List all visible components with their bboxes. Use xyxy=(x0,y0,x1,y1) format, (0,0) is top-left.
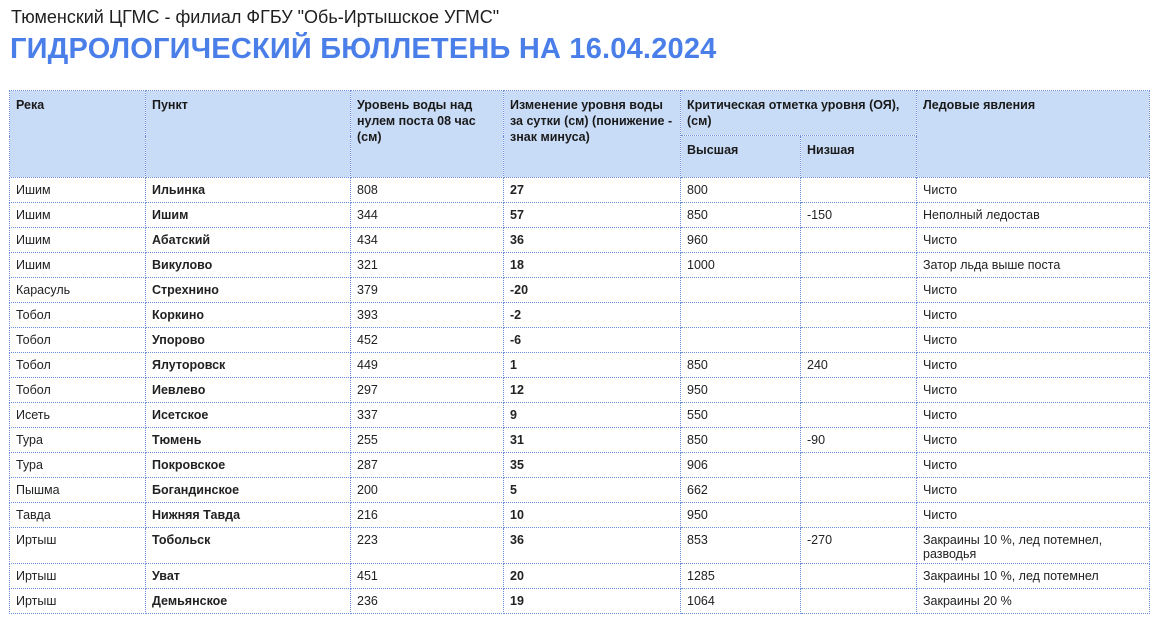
table-row xyxy=(10,328,1150,353)
cell-critical-low xyxy=(801,253,917,278)
table-row xyxy=(10,203,1150,228)
cell-river: Тобол xyxy=(10,328,146,353)
cell-station: Стрехнино xyxy=(146,278,351,303)
cell-ice: Чисто xyxy=(917,378,1150,403)
cell-station: Тобольск xyxy=(146,528,351,564)
cell-critical-high: 1000 xyxy=(681,253,801,278)
cell-critical-low xyxy=(801,328,917,353)
col-level-header: Уровень воды над нулем поста 08 час (см) xyxy=(351,91,504,178)
cell-river: Пышма xyxy=(10,478,146,503)
cell-river: Тобол xyxy=(10,378,146,403)
table-row xyxy=(10,503,1150,528)
cell-critical-low xyxy=(801,178,917,203)
cell-level: 223 xyxy=(351,528,504,564)
cell-river: Ишим xyxy=(10,253,146,278)
cell-critical-low xyxy=(801,564,917,589)
cell-level: 255 xyxy=(351,428,504,453)
cell-ice: Чисто xyxy=(917,228,1150,253)
cell-station: Ялуторовск xyxy=(146,353,351,378)
cell-critical-high: 850 xyxy=(681,203,801,228)
cell-station: Абатский xyxy=(146,228,351,253)
cell-critical-high: 850 xyxy=(681,428,801,453)
cell-critical-high: 1064 xyxy=(681,589,801,614)
cell-station: Викулово xyxy=(146,253,351,278)
cell-change: 1 xyxy=(504,353,681,378)
cell-critical-low xyxy=(801,378,917,403)
cell-change: 36 xyxy=(504,528,681,564)
table-row xyxy=(10,353,1150,378)
cell-critical-high xyxy=(681,278,801,303)
cell-change: 31 xyxy=(504,428,681,453)
cell-critical-low: -90 xyxy=(801,428,917,453)
cell-ice: Чисто xyxy=(917,303,1150,328)
cell-ice: Чисто xyxy=(917,403,1150,428)
cell-critical-high xyxy=(681,328,801,353)
table-row xyxy=(10,253,1150,278)
cell-change: 12 xyxy=(504,378,681,403)
cell-change: 20 xyxy=(504,564,681,589)
cell-level: 216 xyxy=(351,503,504,528)
cell-level: 452 xyxy=(351,328,504,353)
cell-change: 5 xyxy=(504,478,681,503)
cell-river: Карасуль xyxy=(10,278,146,303)
cell-ice: Закраины 20 % xyxy=(917,589,1150,614)
cell-level: 344 xyxy=(351,203,504,228)
bulletin-subtitle: Тюменский ЦГМС - филиал ФГБУ "Обь-Иртышское УГМС" xyxy=(11,7,500,27)
cell-level: 393 xyxy=(351,303,504,328)
cell-change: 27 xyxy=(504,178,681,203)
cell-station: Иевлево xyxy=(146,378,351,403)
cell-critical-high: 853 xyxy=(681,528,801,564)
cell-change: 9 xyxy=(504,403,681,428)
cell-ice: Чисто xyxy=(917,428,1150,453)
cell-station: Коркино xyxy=(146,303,351,328)
cell-ice: Чисто xyxy=(917,453,1150,478)
cell-change: 10 xyxy=(504,503,681,528)
cell-river: Ишим xyxy=(10,178,146,203)
cell-river: Тура xyxy=(10,428,146,453)
cell-ice: Чисто xyxy=(917,353,1150,378)
table-row xyxy=(10,453,1150,478)
cell-ice: Чисто xyxy=(917,503,1150,528)
cell-critical-high: 850 xyxy=(681,353,801,378)
cell-level: 321 xyxy=(351,253,504,278)
cell-change: 57 xyxy=(504,203,681,228)
table-body xyxy=(10,178,1150,614)
cell-critical-low xyxy=(801,589,917,614)
table-row xyxy=(10,178,1150,203)
cell-ice: Неполный ледостав xyxy=(917,203,1150,228)
cell-critical-high: 906 xyxy=(681,453,801,478)
cell-ice: Закраины 10 %, лед потемнел xyxy=(917,564,1150,589)
cell-level: 337 xyxy=(351,403,504,428)
cell-critical-high: 950 xyxy=(681,503,801,528)
cell-critical-high: 800 xyxy=(681,178,801,203)
cell-critical-high xyxy=(681,303,801,328)
cell-change: 35 xyxy=(504,453,681,478)
cell-ice: Затор льда выше поста xyxy=(917,253,1150,278)
cell-station: Упорово xyxy=(146,328,351,353)
cell-critical-low xyxy=(801,303,917,328)
cell-change: -6 xyxy=(504,328,681,353)
cell-level: 297 xyxy=(351,378,504,403)
cell-station: Покровское xyxy=(146,453,351,478)
cell-critical-low xyxy=(801,503,917,528)
cell-river: Ишим xyxy=(10,228,146,253)
table-row xyxy=(10,228,1150,253)
cell-level: 451 xyxy=(351,564,504,589)
col-critical-low-header: Низшая xyxy=(801,136,917,178)
cell-critical-low: -150 xyxy=(801,203,917,228)
cell-critical-low xyxy=(801,228,917,253)
cell-critical-low xyxy=(801,478,917,503)
cell-level: 808 xyxy=(351,178,504,203)
table-row xyxy=(10,403,1150,428)
cell-level: 434 xyxy=(351,228,504,253)
table-header xyxy=(10,91,1150,178)
cell-critical-high: 1285 xyxy=(681,564,801,589)
cell-critical-high: 550 xyxy=(681,403,801,428)
col-critical-header: Критическая отметка уровня (ОЯ), (см) xyxy=(681,91,917,136)
bulletin-title: ГИДРОЛОГИЧЕСКИЙ БЮЛЛЕТЕНЬ НА 16.04.2024 xyxy=(10,33,717,65)
table-row xyxy=(10,589,1150,614)
cell-station: Ишим xyxy=(146,203,351,228)
cell-level: 236 xyxy=(351,589,504,614)
cell-critical-high: 960 xyxy=(681,228,801,253)
cell-station: Демьянское xyxy=(146,589,351,614)
cell-level: 287 xyxy=(351,453,504,478)
cell-ice: Закраины 10 %, лед потемнел, разводья xyxy=(917,528,1150,564)
table-row xyxy=(10,528,1150,564)
cell-change: -2 xyxy=(504,303,681,328)
cell-level: 200 xyxy=(351,478,504,503)
cell-river: Ишим xyxy=(10,203,146,228)
cell-level: 449 xyxy=(351,353,504,378)
cell-station: Нижняя Тавда xyxy=(146,503,351,528)
cell-change: 36 xyxy=(504,228,681,253)
cell-station: Уват xyxy=(146,564,351,589)
cell-change: -20 xyxy=(504,278,681,303)
cell-river: Тобол xyxy=(10,353,146,378)
table-row xyxy=(10,278,1150,303)
col-station-header: Пункт xyxy=(146,91,351,178)
cell-ice: Чисто xyxy=(917,178,1150,203)
cell-change: 18 xyxy=(504,253,681,278)
cell-river: Иртыш xyxy=(10,528,146,564)
table-row xyxy=(10,303,1150,328)
cell-river: Тура xyxy=(10,453,146,478)
cell-river: Исеть xyxy=(10,403,146,428)
cell-station: Ильинка xyxy=(146,178,351,203)
hydrology-table xyxy=(9,90,1150,614)
col-river-header: Река xyxy=(10,91,146,178)
cell-station: Исетское xyxy=(146,403,351,428)
cell-station: Богандинское xyxy=(146,478,351,503)
cell-ice: Чисто xyxy=(917,478,1150,503)
col-ice-header: Ледовые явления xyxy=(917,91,1150,178)
table-row xyxy=(10,478,1150,503)
cell-critical-low xyxy=(801,278,917,303)
cell-river: Тавда xyxy=(10,503,146,528)
cell-station: Тюмень xyxy=(146,428,351,453)
cell-ice: Чисто xyxy=(917,328,1150,353)
cell-critical-low: -270 xyxy=(801,528,917,564)
table-row xyxy=(10,378,1150,403)
cell-level: 379 xyxy=(351,278,504,303)
cell-river: Тобол xyxy=(10,303,146,328)
table-row xyxy=(10,564,1150,589)
cell-critical-high: 950 xyxy=(681,378,801,403)
col-change-header: Изменение уровня воды за сутки (см) (понижение - знак минуса) xyxy=(504,91,681,178)
cell-river: Иртыш xyxy=(10,564,146,589)
cell-change: 19 xyxy=(504,589,681,614)
cell-critical-low xyxy=(801,403,917,428)
col-critical-high-header: Высшая xyxy=(681,136,801,178)
cell-critical-high: 662 xyxy=(681,478,801,503)
cell-ice: Чисто xyxy=(917,278,1150,303)
table-row xyxy=(10,428,1150,453)
cell-critical-low: 240 xyxy=(801,353,917,378)
cell-critical-low xyxy=(801,453,917,478)
cell-river: Иртыш xyxy=(10,589,146,614)
